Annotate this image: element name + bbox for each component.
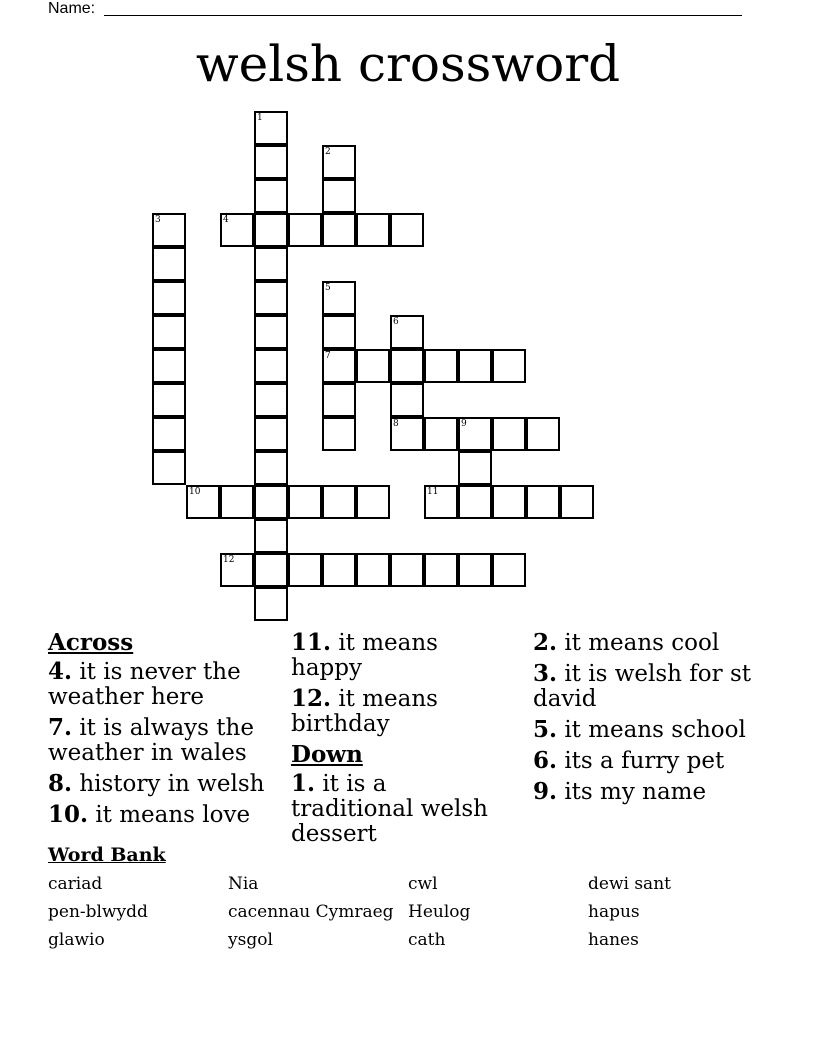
crossword-cell[interactable] [424, 417, 458, 451]
clue-number: 8 [393, 419, 399, 429]
crossword-cell[interactable] [152, 349, 186, 383]
crossword-cell[interactable] [390, 213, 424, 247]
crossword-cell[interactable] [254, 417, 288, 451]
word-bank-item: Nia [228, 874, 259, 894]
crossword-cell[interactable] [288, 485, 322, 519]
across-heading: Across [48, 629, 134, 656]
crossword-cell[interactable] [492, 553, 526, 587]
crossword-cell[interactable] [458, 349, 492, 383]
clue-number: 4 [223, 215, 229, 225]
crossword-cell[interactable] [254, 485, 288, 519]
crossword-cell[interactable] [356, 553, 390, 587]
clue-number: 5 [325, 283, 331, 293]
word-bank-item: ysgol [228, 930, 273, 950]
crossword-cell[interactable] [152, 213, 186, 247]
crossword-cell[interactable] [254, 213, 288, 247]
crossword-cell[interactable] [254, 587, 288, 621]
clue-column-1 [48, 630, 278, 833]
crossword-cell[interactable] [322, 485, 356, 519]
crossword-cell[interactable] [458, 417, 492, 451]
clue-column-2 [291, 630, 511, 852]
crossword-cell[interactable] [152, 281, 186, 315]
crossword-cell[interactable] [254, 247, 288, 281]
crossword-cell[interactable] [390, 315, 424, 349]
clue-across-4: 4. it is never the weather here [48, 658, 241, 710]
crossword-cell[interactable] [322, 349, 356, 383]
crossword-cell[interactable] [288, 553, 322, 587]
crossword-cell[interactable] [390, 553, 424, 587]
clue-number: 3 [155, 215, 161, 225]
crossword-cell[interactable] [186, 485, 220, 519]
crossword-cell[interactable] [424, 485, 458, 519]
page-title: welsh crossword [195, 35, 621, 93]
crossword-cell[interactable] [322, 179, 356, 213]
crossword-cell[interactable] [254, 145, 288, 179]
clue-across-11: 11. it means happy [291, 629, 438, 681]
clue-across-10: 10. it means love [48, 801, 251, 828]
clue-down-3: 3. it is welsh for st david [533, 660, 752, 712]
crossword-cell[interactable] [152, 315, 186, 349]
word-bank-item: glawio [48, 930, 105, 950]
clue-number: 12 [223, 555, 235, 565]
crossword-cell[interactable] [254, 383, 288, 417]
clue-number: 11 [427, 487, 439, 497]
crossword-cell[interactable] [254, 553, 288, 587]
crossword-cell[interactable] [288, 213, 322, 247]
crossword-cell[interactable] [390, 417, 424, 451]
clue-down-1: 1. it is a traditional welsh dessert [291, 770, 488, 847]
crossword-cell[interactable] [492, 485, 526, 519]
crossword-cell[interactable] [322, 383, 356, 417]
word-bank-item: hapus [588, 902, 640, 922]
crossword-cell[interactable] [322, 281, 356, 315]
crossword-cell[interactable] [356, 349, 390, 383]
clue-across-7: 7. it is always the weather in wales [48, 714, 254, 766]
down-heading: Down [291, 741, 363, 768]
crossword-cell[interactable] [390, 349, 424, 383]
crossword-cell[interactable] [356, 485, 390, 519]
clue-down-5: 5. it means school [533, 716, 746, 743]
crossword-cell[interactable] [424, 553, 458, 587]
crossword-cell[interactable] [526, 485, 560, 519]
clue-number: 9 [461, 419, 467, 429]
crossword-cell[interactable] [322, 315, 356, 349]
word-bank-item: pen-blwydd [48, 902, 148, 922]
word-bank-heading: Word Bank [48, 844, 166, 866]
crossword-cell[interactable] [220, 485, 254, 519]
word-bank-item: cacennau Cymraeg [228, 902, 394, 922]
clue-number: 1 [257, 113, 263, 123]
crossword-cell[interactable] [526, 417, 560, 451]
clue-number: 2 [325, 147, 331, 157]
word-bank-item: Heulog [408, 902, 471, 922]
crossword-cell[interactable] [152, 247, 186, 281]
clue-down-6: 6. its a furry pet [533, 747, 725, 774]
crossword-cell[interactable] [322, 213, 356, 247]
crossword-cell[interactable] [458, 451, 492, 485]
clue-number: 7 [325, 351, 331, 361]
word-bank-item: dewi sant [588, 874, 671, 894]
crossword-cell[interactable] [322, 553, 356, 587]
word-bank-item: cath [408, 930, 446, 950]
crossword-cell[interactable] [254, 179, 288, 213]
crossword-cell[interactable] [390, 383, 424, 417]
clue-down-2: 2. it means cool [533, 629, 720, 656]
crossword-cell[interactable] [492, 349, 526, 383]
crossword-cell[interactable] [492, 417, 526, 451]
crossword-cell[interactable] [254, 349, 288, 383]
word-bank-item: cariad [48, 874, 103, 894]
word-bank-item: hanes [588, 930, 639, 950]
crossword-cell[interactable] [152, 417, 186, 451]
crossword-cell[interactable] [322, 417, 356, 451]
name-label: Name: [48, 0, 96, 17]
crossword-cell[interactable] [458, 553, 492, 587]
crossword-cell[interactable] [254, 519, 288, 553]
crossword-cell[interactable] [254, 111, 288, 145]
crossword-cell[interactable] [322, 145, 356, 179]
crossword-cell[interactable] [152, 383, 186, 417]
clue-across-12: 12. it means birthday [291, 685, 438, 737]
crossword-cell[interactable] [254, 451, 288, 485]
crossword-cell[interactable] [560, 485, 594, 519]
clue-number: 10 [189, 487, 201, 497]
clue-column-3 [533, 630, 773, 810]
clue-number: 6 [393, 317, 399, 327]
crossword-cell[interactable] [424, 349, 458, 383]
crossword-cell[interactable] [152, 451, 186, 485]
crossword-cell[interactable] [220, 213, 254, 247]
crossword-cell[interactable] [356, 213, 390, 247]
clue-down-9: 9. its my name [533, 778, 707, 805]
crossword-cell[interactable] [220, 553, 254, 587]
crossword-cell[interactable] [254, 281, 288, 315]
clue-across-8: 8. history in welsh [48, 770, 265, 797]
crossword-cell[interactable] [254, 315, 288, 349]
word-bank-item: cwl [408, 874, 438, 894]
crossword-cell[interactable] [458, 485, 492, 519]
